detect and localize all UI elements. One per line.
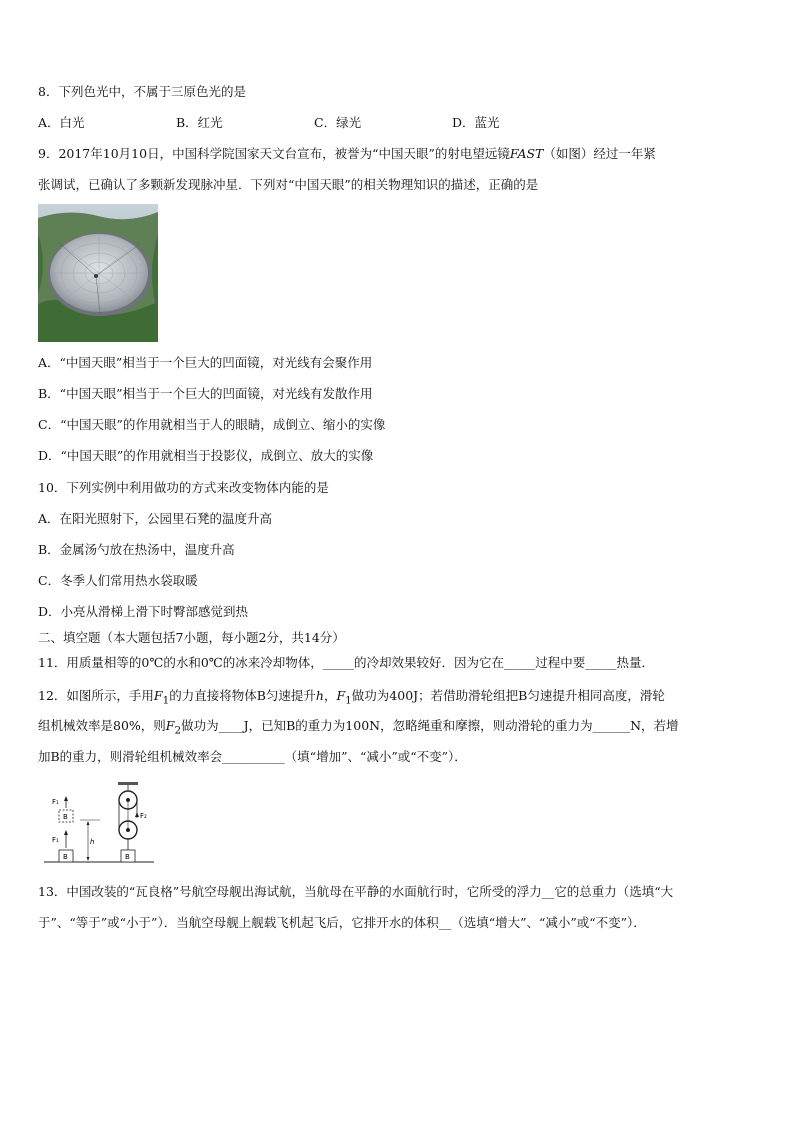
- q9-option-a: A．“中国天眼”相当于一个巨大的凹面镜，对光线有会聚作用: [38, 355, 373, 370]
- q12-text-1: 12．如图所示，手用: [38, 688, 154, 703]
- question-13-line-2: 于”、“等于”或“小于”）．当航空母舰上舰载飞机起飞后，它排开水的体积__（选填“增大”、“减小”或“不变”）．: [38, 915, 646, 930]
- question-12-line-2: [38, 718, 679, 739]
- q12-text-3: ，: [323, 688, 337, 703]
- q9-option-c: C．“中国天眼”的作用就相当于人的眼睛，成倒立、缩小的实像: [38, 417, 386, 432]
- block-b-bottom-label: B: [63, 853, 68, 861]
- block-b-pulley-label: B: [125, 853, 130, 861]
- q8-option-c: C．绿光: [314, 115, 362, 130]
- f2-label: F₂: [140, 812, 147, 820]
- question-10-stem: 10．下列实例中利用做功的方式来改变物体内能的是: [38, 480, 329, 495]
- pulley-diagram: [44, 782, 154, 864]
- q12-text-4: 做功为400J；若借助滑轮组把B匀速提升相同高度，滑轮: [351, 688, 665, 703]
- q12-h-symbol: h: [315, 688, 324, 703]
- q12-text-5: 组机械效率是80%，则: [38, 718, 166, 733]
- f1-label-lower: F₁: [52, 836, 59, 844]
- q8-option-a: A．白光: [38, 115, 85, 130]
- q12-f1-symbol-2: F: [336, 688, 346, 703]
- q9-option-d: D．“中国天眼”的作用就相当于投影仪，成倒立、放大的实像: [38, 448, 374, 463]
- q10-option-d: D．小亮从滑梯上滑下时臀部感觉到热: [38, 604, 249, 619]
- q12-f1-subscript: 1: [162, 694, 170, 707]
- fast-telescope-photo: [38, 204, 158, 342]
- f1-label-upper: F₁: [52, 798, 59, 806]
- question-11: 11．用质量相等的0℃的水和0℃的冰来冷却物体，_____的冷却效果较好．因为它在_____过程中要_____热量．: [38, 655, 655, 670]
- block-b-top-label: B: [63, 813, 68, 821]
- q9-stem-part-1: 9．2017年10月10日，中国科学院国家天文台宣布，被誉为“中国天眼”的射电望远镜: [38, 146, 510, 161]
- q12-f1-subscript-2: 1: [345, 694, 352, 707]
- question-9-stem-line-1: [38, 146, 656, 162]
- question-13-line-1: 13．中国改装的“瓦良格”号航空母舰出海试航，当航母在平静的水面航行时，它所受的浮力__它的总重力（选填“大: [38, 884, 674, 899]
- height-label: h: [90, 838, 95, 846]
- q9-fast-term: FAST: [509, 146, 544, 161]
- q12-f1-symbol: F: [153, 688, 163, 703]
- section-2-heading: 二、填空题（本大题包括7小题，每小题2分，共14分）: [38, 630, 345, 645]
- question-8-stem: 8．下列色光中，不属于三原色光的是: [38, 84, 246, 99]
- q12-f2-symbol: F: [165, 718, 175, 733]
- question-12-line-1: [38, 688, 665, 709]
- q12-text-2: 的力直接将物体B匀速提升: [169, 688, 316, 703]
- q10-option-b: B．金属汤勺放在热汤中，温度升高: [38, 542, 235, 557]
- q10-option-a: A．在阳光照射下，公园里石凳的温度升高: [38, 511, 273, 526]
- q12-text-6: 做功为____J，已知B的重力为100N，忽略绳重和摩擦，则动滑轮的重力为______N，若增: [181, 718, 679, 733]
- q8-option-d: D．蓝光: [452, 115, 500, 130]
- question-12-line-3: 加B的重力，则滑轮组机械效率会__________（填“增加”、“减小”或“不变”）．: [38, 749, 467, 764]
- q12-f2-subscript: 2: [174, 724, 182, 737]
- question-9-stem-line-2: 张调试，已确认了多颗新发现脉冲星．下列对“中国天眼”的相关物理知识的描述，正确的是: [38, 177, 539, 192]
- q9-option-b: B．“中国天眼”相当于一个巨大的凹面镜，对光线有发散作用: [38, 386, 373, 401]
- q8-option-b: B．红光: [176, 115, 223, 130]
- q9-stem-part-2: （如图）经过一年紧: [543, 146, 656, 161]
- q10-option-c: C．冬季人们常用热水袋取暖: [38, 573, 198, 588]
